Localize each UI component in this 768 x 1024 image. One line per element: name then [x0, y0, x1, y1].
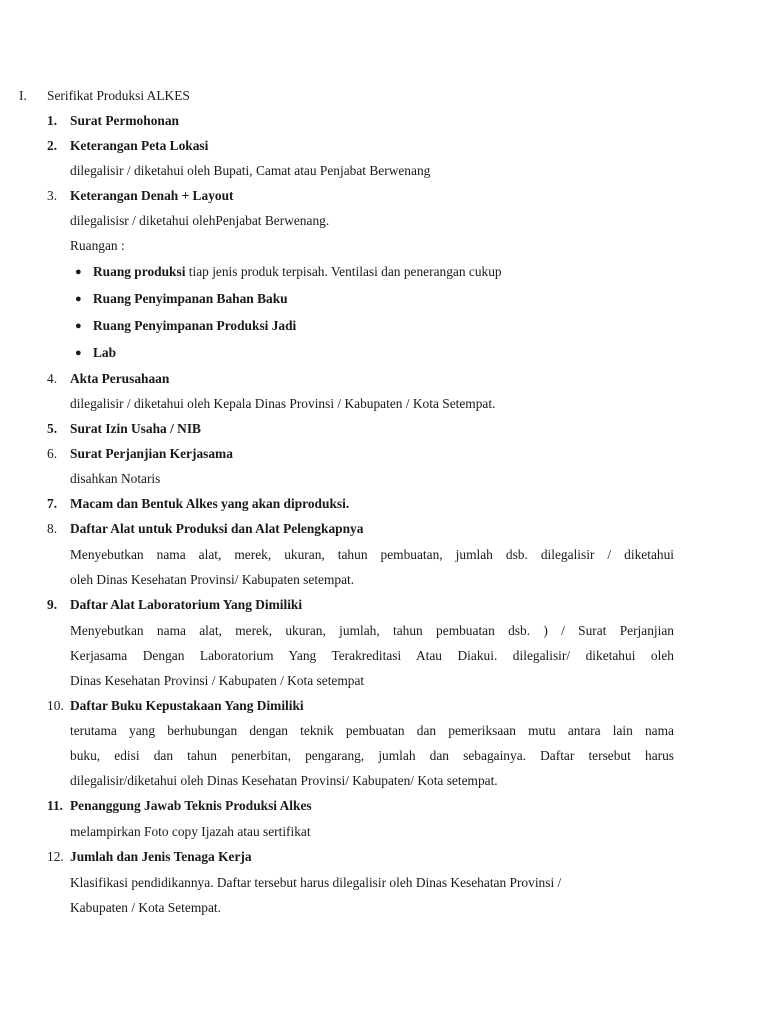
item-number: 8.	[47, 521, 58, 536]
item-number: 10.	[47, 698, 64, 713]
item-description: Menyebutkan nama alat, merek, ukuran, jumlah, tahun pembuatan dsb. ) / Surat Perjanjian	[70, 623, 674, 638]
item-description: Kabupaten / Kota Setempat.	[70, 900, 221, 915]
item-number: 7.	[47, 496, 58, 511]
list-item-bold: Ruang produksi	[93, 264, 186, 279]
item-number: 1.	[47, 113, 58, 128]
item-title: Keterangan Peta Lokasi	[70, 138, 209, 153]
item-number: 9.	[47, 597, 58, 612]
item-description: dilegalisir / diketahui oleh Kepala Dinas Provinsi / Kabupaten / Kota Setempat.	[70, 396, 496, 411]
item-number: 6.	[47, 446, 58, 461]
list-item: Lab	[93, 345, 117, 360]
item-number: 2.	[47, 138, 58, 153]
list-item-text: tiap jenis produk terpisah. Ventilasi dan penerangan cukup	[185, 264, 502, 279]
item-description: buku, edisi dan tahun penerbitan, pengarang, jumlah dan sebagainya. Daftar tersebut harus	[70, 748, 674, 763]
bullet-icon: ●	[75, 347, 82, 359]
section-numeral: I.	[19, 88, 27, 103]
item-number: 12.	[47, 849, 64, 864]
item-number: 3.	[47, 188, 58, 203]
item-description: melampirkan Foto copy Ijazah atau sertifikat	[70, 824, 311, 839]
item-title: Surat Izin Usaha / NIB	[70, 421, 201, 436]
item-number: 4.	[47, 371, 58, 386]
item-description: dilegalisir/diketahui oleh Dinas Kesehatan Provinsi/ Kabupaten/ Kota setempat.	[70, 773, 498, 788]
item-description: oleh Dinas Kesehatan Provinsi/ Kabupaten setempat.	[70, 572, 355, 587]
item-description: dilegalisir / diketahui oleh Bupati, Camat atau Penjabat Berwenang	[70, 163, 431, 178]
item-description: dilegalisisr / diketahui olehPenjabat Berwenang.	[70, 213, 330, 228]
list-item	[93, 263, 502, 281]
item-description: terutama yang berhubungan dengan teknik pembuatan dan pemeriksaan mutu antara lain nama	[70, 723, 674, 738]
item-title: Keterangan Denah + Layout	[70, 188, 234, 203]
list-item: Ruang Penyimpanan Bahan Baku	[93, 291, 288, 306]
item-description: Menyebutkan nama alat, merek, ukuran, tahun pembuatan, jumlah dsb. dilegalisir / diketahui	[70, 547, 674, 562]
item-title: Daftar Buku Kepustakaan Yang Dimiliki	[70, 698, 304, 713]
item-title: Daftar Alat untuk Produksi dan Alat Pelengkapnya	[70, 521, 364, 536]
item-description: Klasifikasi pendidikannya. Daftar tersebut harus dilegalisir oleh Dinas Kesehatan Provinsi /	[70, 875, 562, 890]
item-description: Ruangan :	[70, 238, 125, 253]
item-title: Daftar Alat Laboratorium Yang Dimiliki	[70, 597, 303, 612]
item-title: Macam dan Bentuk Alkes yang akan diproduksi.	[70, 496, 350, 511]
list-item: Ruang Penyimpanan Produksi Jadi	[93, 318, 297, 333]
item-title: Surat Permohonan	[70, 113, 179, 128]
item-title: Penanggung Jawab Teknis Produksi Alkes	[70, 798, 312, 813]
item-description: Dinas Kesehatan Provinsi / Kabupaten / Kota setempat	[70, 673, 365, 688]
item-title: Surat Perjanjian Kerjasama	[70, 446, 233, 461]
item-number: 11.	[47, 798, 63, 813]
item-description: disahkan Notaris	[70, 471, 161, 486]
item-number: 5.	[47, 421, 58, 436]
section-title: Serifikat Produksi ALKES	[47, 88, 190, 103]
bullet-icon: ●	[75, 320, 82, 332]
bullet-icon: ●	[75, 293, 82, 305]
item-description: Kerjasama Dengan Laboratorium Yang Terakreditasi Atau Diakui. dilegalisir/ diketahui oleh	[70, 648, 674, 663]
bullet-icon: ●	[75, 266, 82, 278]
item-title: Jumlah dan Jenis Tenaga Kerja	[70, 849, 252, 864]
item-title: Akta Perusahaan	[70, 371, 170, 386]
